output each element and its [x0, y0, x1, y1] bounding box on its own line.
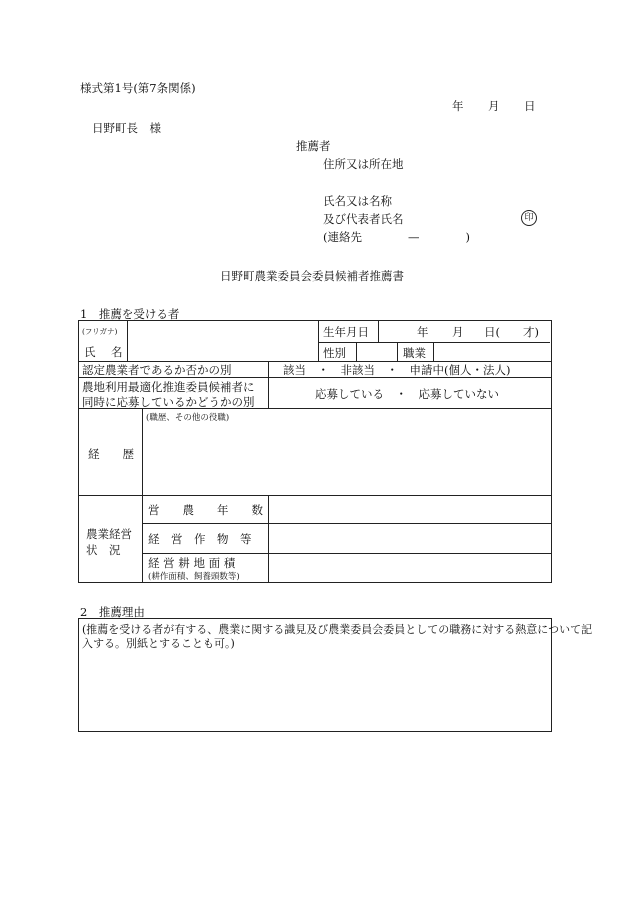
- applied-options: 応募している ・ 応募していない: [315, 387, 499, 401]
- document-title: 日野町農業委員会委員候補者推薦書: [220, 269, 404, 283]
- sex-label: 性別: [323, 346, 346, 360]
- date-day: 日: [524, 99, 536, 113]
- recommender-rep-name: 及び代表者氏名: [323, 212, 404, 226]
- farm-years-label: 営 農 年 数: [148, 503, 263, 517]
- applied-label-line2: 同時に応募しているかどうかの別: [82, 395, 255, 409]
- applied-label-line1: 農地利用最適化推進委員候補者に: [82, 380, 255, 394]
- recommender-address: 住所又は所在地: [323, 157, 404, 171]
- birth-day-age: 日( 才): [484, 325, 539, 339]
- recommender-contact: (連絡先 — ): [323, 230, 470, 244]
- furigana-label: (フリガナ): [82, 327, 118, 336]
- date-year: 年: [452, 99, 464, 113]
- addressee: 日野町長 様: [92, 121, 161, 135]
- career-note: (職歴、その他の役職): [146, 413, 230, 423]
- section2-heading: 2 推薦理由: [80, 605, 145, 619]
- birth-month: 月: [452, 325, 464, 339]
- seal-mark: 印: [521, 210, 537, 226]
- date-month: 月: [488, 99, 500, 113]
- certified-options: 該当 ・ 非該当 ・ 申請中(個人・法人): [283, 363, 511, 377]
- farm-label-line1: 農業経営: [86, 527, 132, 541]
- occupation-label: 職業: [403, 346, 426, 360]
- birth-year: 年: [417, 325, 429, 339]
- name-label: 氏 名: [84, 345, 125, 359]
- reason-note-line2: 入する。別紙とすることも可。): [82, 637, 235, 650]
- section1-heading: 1 推薦を受ける者: [80, 307, 180, 321]
- farm-crops-label: 経 営 作 物 等: [148, 532, 252, 546]
- farm-area-label: 経 営 耕 地 面 積: [148, 556, 236, 570]
- farm-label-line2: 状 況: [86, 543, 121, 557]
- farm-area-note: (耕作面積、飼養頭数等): [148, 572, 240, 582]
- birthdate-label: 生年月日: [323, 325, 369, 339]
- form-number: 様式第1号(第7条関係): [80, 81, 196, 95]
- recommender-name: 氏名又は名称: [323, 194, 392, 208]
- reason-note-line1: (推薦を受ける者が有する、農業に関する識見及び農業委員会委員としての職務に対する熱意について記: [82, 623, 593, 636]
- recommender-label: 推薦者: [296, 139, 331, 153]
- certified-label: 認定農業者であるか否かの別: [82, 363, 232, 377]
- career-label: 経 歴: [88, 447, 134, 461]
